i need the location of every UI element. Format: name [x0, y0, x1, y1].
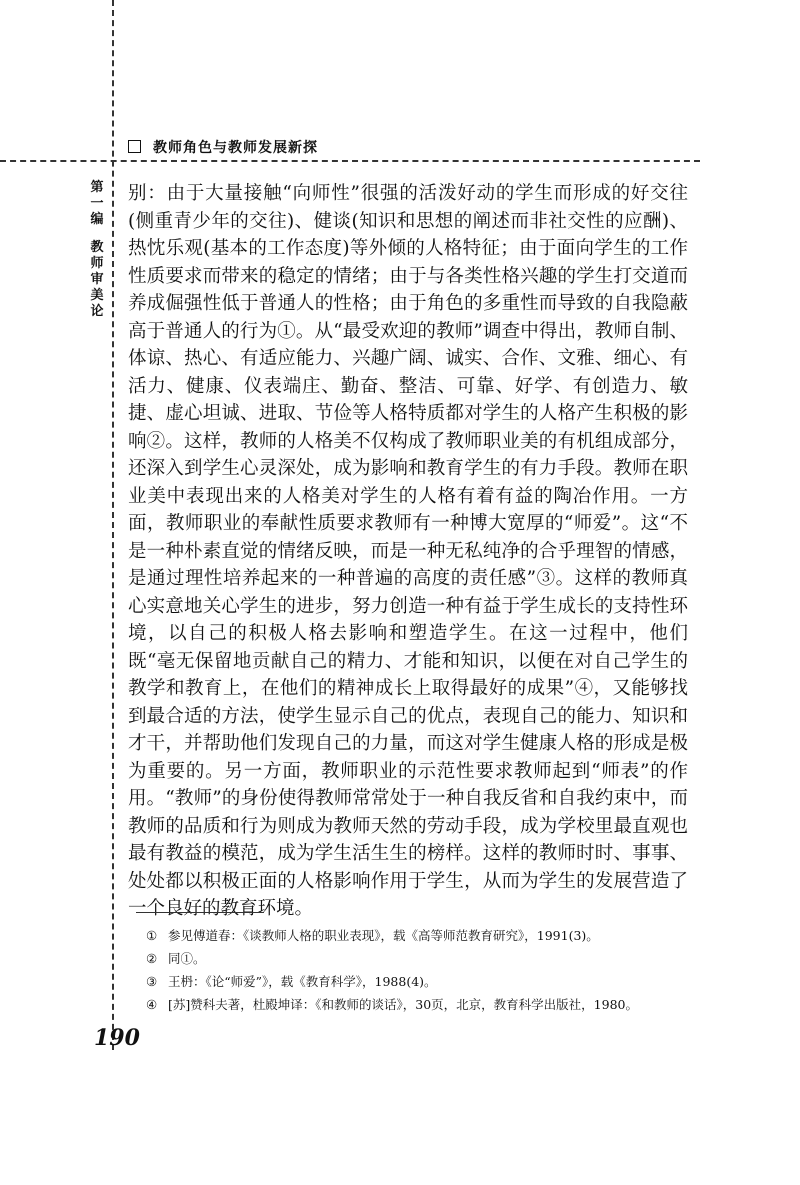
margin-dashed-vertical-line [112, 0, 114, 1050]
body-paragraph: 别：由于大量接触“向师性”很强的活泼好动的学生而形成的好交往(侧重青少年的交往)、健谈(知识和思想的阐述而非社交性的应酬)、热忱乐观(基本的工作态度)等外倾的人格特征；由于面向学生的工作性质要求而带来的稳定的情绪；由于与各类性格兴趣的学生打交道而养成倔强性低于普通人的性格；由于角色的多重性而导致的自我隐蔽高于普通人的行为①。从“最受欢迎的教师”调查中得出，教师自制、体谅、热心、有适应能力、兴趣广阔、诚实、合作、文雅、细心、有活力、健康、仪表端庄、勤奋、整洁、可靠、好学、有创造力、敏捷、虚心坦诚、进取、节俭等人格特质都对学生的人格产生积极的影响②。这样，教师的人格美不仅构成了教师职业美的有机组成部分，还深入到学生心灵深处，成为影响和教育学生的有力手段。教师在职业美中表现出来的人格美对学生的人格有着有益的陶冶作用。一方面，教师职业的奉献性质要求教师有一种博大宽厚的“师爱”。这“不是一种朴素直觉的情绪反映，而是一种无私纯净的合乎理智的情感，是通过理性培养起来的一种普遍的高度的责任感”③。这样的教师真心实意地关心学生的进步，努力创造一种有益于学生成长的支持性环境，以自己的积极人格去影响和塑造学生。在这一过程中，他们既“毫无保留地贡献自己的精力、才能和知识，以便在对自己学生的教学和教育上，在他们的精神成长上取得最好的成果”④，又能够找到最合适的方法，使学生显示自己的优点，表现自己的能力、知识和才干，并帮助他们发现自己的力量，而这对学生健康人格的形成是极为重要的。另一方面，教师职业的示范性要求教师起到“师表”的作用。“教师”的身份使得教师常常处于一种自我反省和自我约束中，而教师的品质和行为则成为教师天然的劳动手段，成为学校里最直观也最有教益的模范，成为学生活生生的榜样。这样的教师时时、事事、处处都以积极正面的人格影响作用于学生，从而为学生的发展营造了一个良好的教育环境。 [128, 183, 688, 919]
sidebar-char: 一 [90, 196, 104, 211]
sidebar-section-label [86, 240, 108, 320]
footnote-item [146, 993, 706, 1016]
footnote-mark: ② [146, 951, 158, 966]
footnote-mark: ④ [146, 997, 158, 1012]
running-header [128, 137, 318, 157]
footnote-item [146, 924, 706, 947]
footnote-item [146, 970, 706, 993]
header-dashed-horizontal-line [0, 160, 700, 162]
square-icon [128, 140, 141, 153]
main-body-text [128, 180, 688, 923]
footnote-text: 同①。 [168, 951, 206, 966]
footnotes [146, 924, 706, 1016]
sidebar-char: 第 [90, 180, 104, 195]
footnote-mark: ① [146, 928, 158, 943]
sidebar-char: 审 [90, 272, 104, 287]
sidebar-char: 编 [90, 212, 104, 227]
sidebar-part-label [86, 180, 108, 228]
sidebar-char: 论 [90, 304, 104, 319]
footnote-text: 王枬：《论“师爱”》，载《教育科学》，1988(4)。 [168, 974, 437, 989]
footnote-text: 参见傅道春：《谈教师人格的职业表现》，载《高等师范教育研究》，1991(3)。 [168, 928, 599, 943]
footnote-rule [136, 912, 264, 913]
sidebar-char: 美 [90, 288, 104, 303]
footnote-item [146, 947, 706, 970]
page-number: 190 [94, 1025, 140, 1051]
footnote-text: [苏]赞科夫著，杜殿坤译：《和教师的谈话》，30页，北京，教育科学出版社，1980。 [168, 997, 638, 1012]
sidebar-char: 师 [90, 256, 104, 271]
book-title: 教师角色与教师发展新探 [153, 140, 318, 156]
sidebar-char: 教 [90, 240, 104, 255]
footnote-mark: ③ [146, 974, 158, 989]
